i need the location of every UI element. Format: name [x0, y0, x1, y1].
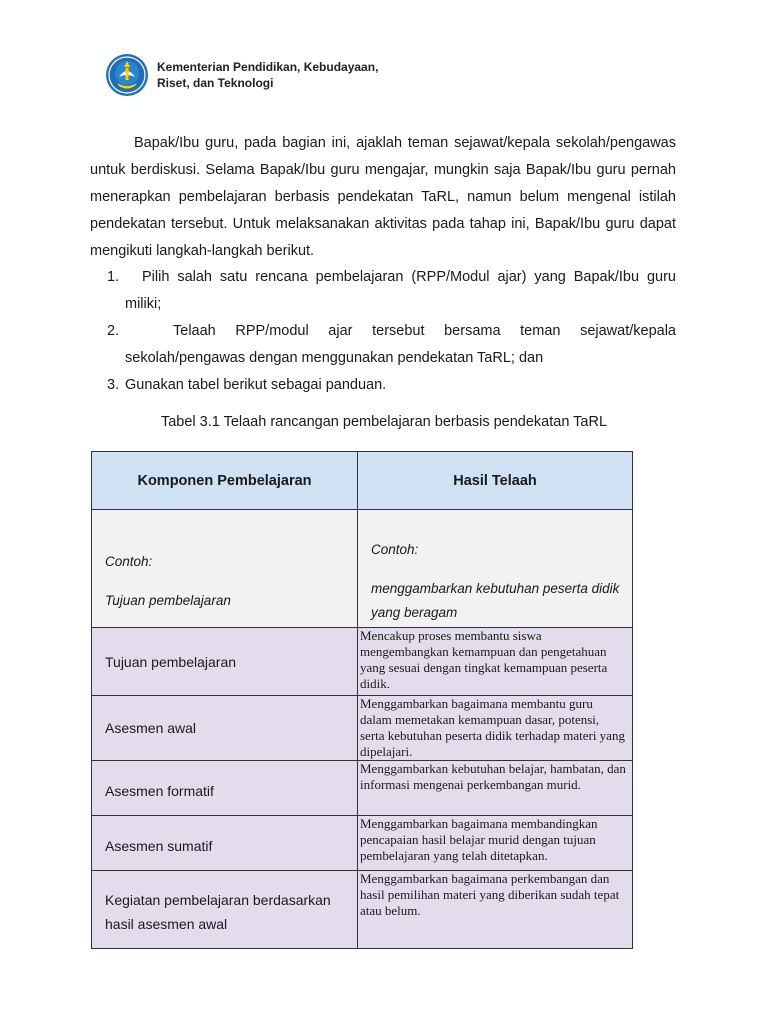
table-row	[92, 816, 633, 871]
step-text: Gunakan tabel berikut sebagai panduan.	[125, 377, 387, 393]
steps-list	[90, 264, 676, 399]
page-header	[105, 53, 378, 97]
component-cell: Kegiatan pembelajaran berdasarkan hasil asesmen awal	[92, 871, 358, 949]
step-number: 2.	[107, 323, 120, 339]
step-text: Telaah RPP/modul ajar tersebut bersama teman sejawat/kepala	[173, 323, 676, 339]
list-item	[90, 372, 676, 399]
component-cell: Asesmen formatif	[92, 761, 358, 816]
example-row	[92, 510, 633, 628]
example-component-cell	[92, 510, 358, 628]
step-text-cont: sekolah/pengawas dengan menggunakan pendekatan TaRL; dan	[125, 350, 544, 366]
list-item	[90, 264, 676, 318]
example-label: Contoh:	[105, 554, 153, 569]
result-cell: Menggambarkan bagaimana membantu guru dalam memetakan kemampuan dasar, potensi, serta kebutuhan peserta didik terhadap materi yang dipelajari.	[358, 696, 633, 761]
ministry-name	[157, 59, 378, 91]
component-cell: Tujuan pembelajaran	[92, 628, 358, 696]
result-cell: Menggambarkan kebutuhan belajar, hambatan, dan informasi mengenai perkembangan murid.	[358, 761, 633, 816]
example-component: Tujuan pembelajaran	[105, 593, 231, 608]
example-label: Contoh:	[371, 542, 419, 557]
list-item	[90, 318, 676, 372]
header-komponen: Komponen Pembelajaran	[92, 452, 358, 510]
result-cell: Menggambarkan bagaimana membandingkan pencapaian hasil belajar murid dengan tujuan pembelajaran yang telah ditetapkan.	[358, 816, 633, 871]
step-text-cont: miliki;	[125, 296, 162, 312]
review-table	[91, 451, 633, 949]
ministry-name-line2: Riset, dan Teknologi	[157, 76, 274, 90]
intro-text: Bapak/Ibu guru, pada bagian ini, ajaklah teman sejawat/kepala sekolah/pengawas untuk berdiskusi. Selama Bapak/Ibu guru mengajar, mungkin saja Bapak/Ibu guru pernah menerapkan pembelajaran berbasis pendekatan TaRL, namun belum mengenal istilah pendekatan tersebut. Untuk melaksanakan aktivitas pada tahap ini, Bapak/Ibu guru dapat mengikuti langkah-langkah berikut.	[90, 135, 676, 259]
step-number: 3.	[107, 377, 120, 393]
table-header-row	[92, 452, 633, 510]
result-cell: Mencakup proses membantu siswa mengembangkan kemampuan dan pengetahuan yang sesuai dengan tingkat kemampuan peserta didik.	[358, 628, 633, 696]
component-cell: Asesmen awal	[92, 696, 358, 761]
component-cell: Asesmen sumatif	[92, 816, 358, 871]
result-cell: Menggambarkan bagaimana perkembangan dan hasil pemilihan materi yang diberikan sudah tepat atau belum.	[358, 871, 633, 949]
table-row	[92, 628, 633, 696]
header-hasil: Hasil Telaah	[358, 452, 633, 510]
example-result: menggambarkan kebutuhan peserta didik yang beragam	[371, 581, 620, 620]
step-text: Pilih salah satu rencana pembelajaran (RPP/Modul ajar) yang Bapak/Ibu guru	[142, 269, 676, 285]
table-row	[92, 871, 633, 949]
ministry-logo-icon	[105, 53, 149, 97]
intro-paragraph	[90, 130, 676, 265]
table-caption: Tabel 3.1 Telaah rancangan pembelajaran berbasis pendekatan TaRL	[160, 414, 608, 430]
ministry-name-line1: Kementerian Pendidikan, Kebudayaan,	[157, 60, 379, 74]
step-number: 1.	[107, 269, 120, 285]
example-result-cell	[358, 510, 633, 628]
table-row	[92, 761, 633, 816]
table-row	[92, 696, 633, 761]
